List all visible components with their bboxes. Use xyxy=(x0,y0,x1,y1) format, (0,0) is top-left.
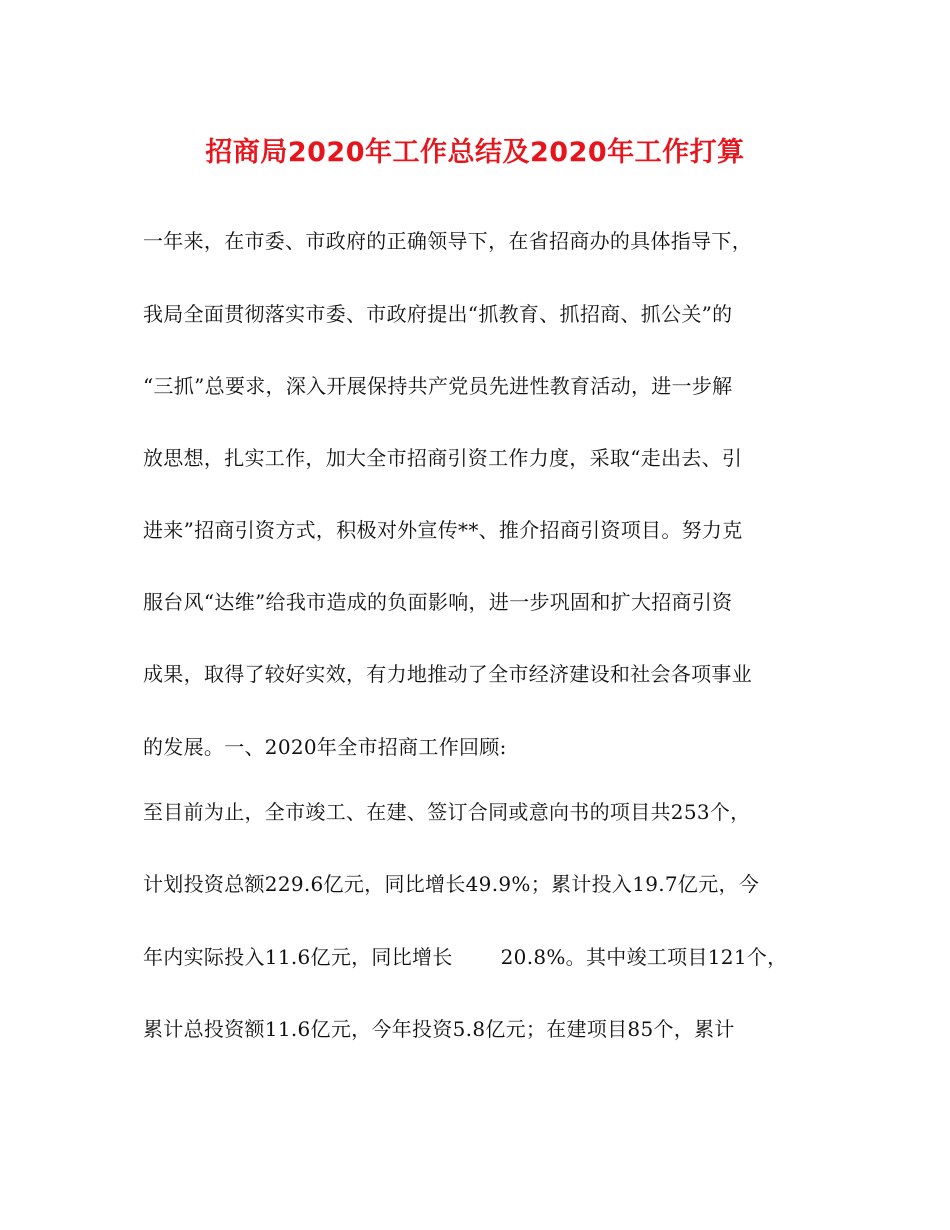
paragraph-line-11-part-1: 年内实际投入11.6亿元，同比增长 xyxy=(143,945,453,969)
paragraph-line-4: 放思想，扎实工作，加大全市招商引资工作力度，采取“走出去、引 xyxy=(143,446,743,470)
paragraph-line-11 xyxy=(143,941,787,970)
paragraph-line-6: 服台风“达维”给我市造成的负面影响，进一步巩固和扩大招商引资 xyxy=(143,590,733,614)
paragraph-line-1: 一年来，在市委、市政府的正确领导下，在省招商办的具体指导下， xyxy=(143,229,752,253)
paragraph-line-5: 进来”招商引资方式，积极对外宣传**、推介招商引资项目。努力克 xyxy=(143,518,743,542)
paragraph-line-12: 累计总投资额11.6亿元，今年投资5.8亿元；在建项目85个，累计 xyxy=(143,1017,735,1041)
paragraph-line-11-part-2: 20.8%。其中竣工项目121个， xyxy=(500,945,788,969)
document-title: 招商局2020年工作总结及2020年工作打算 xyxy=(205,137,745,168)
paragraph-line-8: 的发展。一、2020年全市招商工作回顾: xyxy=(143,735,507,759)
paragraph-line-7: 成果，取得了较好实效，有力地推动了全市经济建设和社会各项事业 xyxy=(143,662,752,686)
paragraph-line-10: 计划投资总额229.6亿元，同比增长49.9%；累计投入19.7亿元，今 xyxy=(143,872,760,896)
paragraph-line-9: 至目前为止，全市竣工、在建、签订合同或意向书的项目共253个， xyxy=(143,800,751,824)
paragraph-line-3: “三抓”总要求，深入开展保持共产党员先进性教育活动，进一步解 xyxy=(143,374,733,398)
paragraph-line-2: 我局全面贯彻落实市委、市政府提出“抓教育、抓招商、抓公关”的 xyxy=(143,302,733,326)
